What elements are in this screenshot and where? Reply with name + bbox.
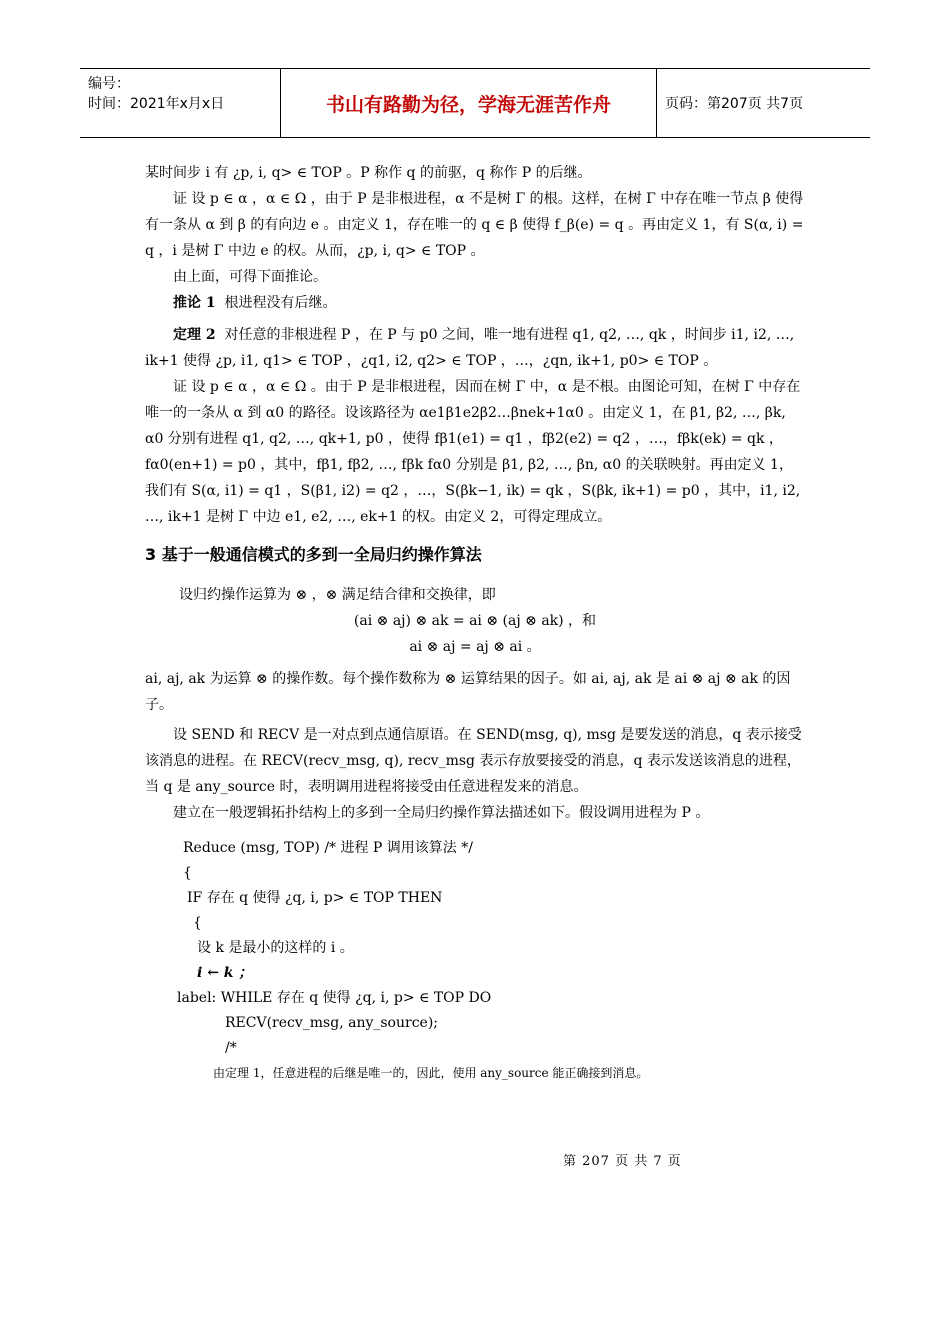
paragraph-10: 建立在一般逻辑拓扑结构上的多到一全局归约操作算法描述如下。假设调用进程为 P 。: [173, 805, 710, 821]
header-page-label: 页码：第207页 共7页: [665, 96, 804, 112]
code-line-6: i ← k ；: [197, 965, 253, 981]
code-line-1: Reduce (msg, TOP) /* 进程 P 调用该算法 */: [183, 840, 473, 856]
paragraph-1: 某时间步 i 有 ¿p, i, q> ∈ TOP 。P 称作 q 的前驱，q 称作 P 的后继。: [145, 165, 592, 181]
code-line-5: 设 k 是最小的这样的 i 。: [197, 940, 354, 956]
code-line-8: RECV(recv_msg, any_source);: [225, 1015, 438, 1031]
section-title: 3 基于一般通信模式的多到一全局归约操作算法: [145, 545, 482, 564]
corollary-text: 根进程没有后继。: [224, 295, 337, 311]
code-line-7: label: WHILE 存在 q 使得 ¿q, i, p> ∈ TOP DO: [177, 990, 492, 1006]
code-line-4: {: [193, 915, 202, 931]
theorem-text: 对任意的非根进程 P ，在 P 与 p0 之间，唯一地有进程 q1, q2, …, qk ，时间步 i1, i2, …, ik+1 使得 ¿p, i1, q1> ∈ TOP ，¿q1, i2, q2> ∈ TOP ，…，¿qn, ik+1, p0> ∈ TOP 。: [145, 327, 795, 369]
date-label: 时间：2021年x月x日: [88, 96, 225, 112]
number-label: 编号：: [88, 76, 130, 92]
page-header: [80, 68, 870, 138]
page-footer: 第 207 页 共 7 页: [563, 1154, 682, 1169]
paragraph-8: ai, aj, ak 为运算 ⊗ 的操作数。每个操作数称为 ⊗ 运算结果的因子。如 ai, aj, ak 是 ai ⊗ aj ⊗ ak 的因子。: [145, 671, 791, 713]
equation-1: (ai ⊗ aj) ⊗ ak = ai ⊗ (aj ⊗ ak) ，和: [353, 613, 597, 629]
algorithm-block: [145, 836, 805, 1086]
code-line-2: {: [183, 865, 192, 881]
paragraph-9: 设 SEND 和 RECV 是一对点到点通信原语。在 SEND(msg, q), msg 是要发送的消息，q 表示接受该消息的进程。在 RECV(recv_msg, q), recv_msg 表示存放要接受的消息，q 表示发送该消息的进程，当 q 是 any_source 时，表明调用进程将接受由任意进程发来的消息。: [145, 727, 802, 795]
header-info-cell: [80, 69, 281, 137]
equation-2: ai ⊗ aj = aj ⊗ ai 。: [409, 639, 541, 655]
main-text: [145, 160, 805, 1086]
theorem-label: 定理 2: [173, 327, 216, 343]
proof-2: 证 设 p ∈ α ，α ∈ Ω 。由于 P 是非根进程，因而在树 Γ 中，α 是不根。由图论可知，在树 Γ 中存在唯一的一条从 α 到 α0 的路径。设该路径为 αe1β1e2β2…βnek+1α0 。由定义 1，在 β1, β2, …, βk, α0 分别有进程 q1, q2, …, qk+1, p0 ，使得 fβ1(e1) = q1 ，fβ2(e2) = q2 ，…，fβk(ek) = qk ，fα0(en+1) = p0 ，其中，fβ1, fβ2, …, fβk fα0 分别是 β1, β2, …, βn, α0 的关联映射。再由定义 1，我们有 S(α, i1) = q1 ，S(β1, i2) = q2 ，…，S(βk−1, ik) = qk ，S(βk, ik+1) = p0 ，其中，i1, i2, …, ik+1 是树 Γ 中边 e1, e2, …, ek+1 的权。由定义 2，可得定理成立。: [145, 379, 801, 525]
paragraph-7: 设归约操作运算为 ⊗ ，⊗ 满足结合律和交换律，即: [179, 587, 496, 603]
code-line-3: IF 存在 q 使得 ¿q, i, p> ∈ TOP THEN: [187, 890, 443, 906]
corollary-label: 推论 1: [173, 295, 216, 311]
paragraph-3: 由上面，可得下面推论。: [173, 269, 327, 285]
code-line-10: 由定理 1，任意进程的后继是唯一的，因此，使用 any_source 能正确接到消息。: [213, 1066, 649, 1080]
code-line-9: /*: [225, 1040, 237, 1056]
proof-1: 证 设 p ∈ α ，α ∈ Ω ，由于 P 是非根进程，α 不是树 Γ 的根。这样，在树 Γ 中存在唯一节点 β 使得有一条从 α 到 β 的有向边 e 。由定义 1，存在唯一的 q ∈ β 使得 f_β(e) = q 。再由定义 1，有 S(α, i) = q ，i 是树 Γ 中边 e 的权。从而，¿p, i, q> ∈ TOP 。: [145, 191, 804, 259]
theorem-2: [145, 322, 805, 374]
corollary-1: [145, 290, 805, 316]
header-motto: 书山有路勤为径，学海无涯苦作舟: [281, 69, 657, 137]
